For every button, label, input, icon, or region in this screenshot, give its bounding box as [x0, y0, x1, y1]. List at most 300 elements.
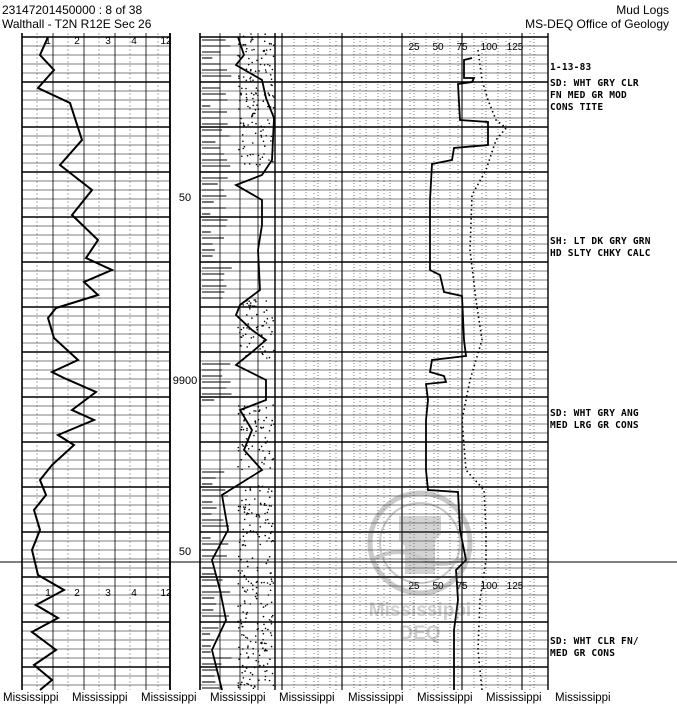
stipple-dot	[237, 466, 239, 468]
stipple-dot	[252, 142, 254, 144]
stipple-dot	[258, 70, 260, 72]
stipple-dot	[266, 300, 268, 302]
scale-tick-label: 12	[160, 588, 172, 599]
stipple-dot	[244, 600, 246, 602]
lithology-note-line: SD: WHT GRY ANG	[550, 408, 639, 419]
stipple-dot	[264, 126, 266, 128]
stipple-dot	[254, 686, 256, 688]
document-id: 23147201450000 : 8 of 38	[2, 3, 143, 17]
stipple-dot	[257, 99, 259, 101]
stipple-dot	[243, 506, 245, 508]
stipple-dot	[250, 302, 252, 304]
stipple-dot	[252, 674, 254, 676]
footer-label: Mississippi	[72, 692, 128, 704]
lithology-note-line: SD: WHT GRY CLR	[550, 78, 639, 89]
stipple-dot	[255, 92, 257, 94]
stipple-dot	[264, 459, 266, 461]
stipple-dot	[255, 420, 257, 422]
stipple-dot	[268, 594, 270, 596]
stipple-dot	[242, 148, 244, 150]
stipple-dot	[257, 650, 259, 652]
stipple-dot	[269, 680, 271, 682]
stipple-dot	[240, 118, 242, 120]
stipple-dot	[238, 149, 240, 151]
stipple-dot	[260, 135, 262, 137]
stipple-dot	[246, 683, 248, 685]
stipple-dot	[238, 658, 240, 660]
stipple-dot	[247, 645, 249, 647]
stipple-dot	[244, 509, 246, 511]
stipple-dot	[251, 317, 253, 319]
stipple-dot	[259, 164, 261, 166]
stipple-dot	[260, 503, 262, 505]
stipple-dot	[255, 635, 257, 637]
stipple-dot	[242, 304, 244, 306]
stipple-dot	[258, 406, 260, 408]
stipple-dot	[246, 438, 248, 440]
stipple-dot	[240, 605, 242, 607]
stipple-dot	[259, 516, 261, 518]
stipple-dot	[246, 346, 248, 348]
stipple-dot	[251, 37, 253, 39]
stipple-dot	[239, 542, 241, 544]
stipple-dot	[267, 92, 269, 94]
stipple-dot	[249, 413, 251, 415]
stipple-dot	[273, 540, 275, 542]
stipple-dot	[265, 437, 267, 439]
stipple-dot	[267, 582, 269, 584]
stipple-dot	[263, 427, 265, 429]
stipple-dot	[263, 463, 265, 465]
scale-tick-label: 125	[506, 581, 524, 592]
stipple-dot	[248, 58, 250, 60]
stipple-dot	[267, 441, 269, 443]
lithology-note-line: CONS TITE	[550, 102, 604, 113]
depth-label: 50	[178, 192, 192, 204]
stipple-dot	[241, 626, 243, 628]
scale-tick-label: 75	[456, 581, 468, 592]
stipple-dot	[266, 49, 268, 51]
stipple-dot	[264, 145, 266, 147]
stipple-dot	[256, 592, 258, 594]
stipple-dot	[247, 155, 249, 157]
stipple-dot	[268, 537, 270, 539]
stipple-dot	[245, 499, 247, 501]
stipple-dot	[265, 519, 267, 521]
stipple-dot	[250, 641, 252, 643]
stipple-dot	[264, 643, 266, 645]
stipple-dot	[272, 320, 274, 322]
stipple-dot	[265, 643, 267, 645]
stipple-dot	[252, 98, 254, 100]
stipple-dot	[262, 354, 264, 356]
stipple-dot	[258, 485, 260, 487]
stipple-dot	[271, 623, 273, 625]
stipple-dot	[273, 582, 275, 584]
stipple-dot	[260, 130, 262, 132]
stipple-dot	[259, 36, 261, 38]
stipple-dot	[263, 624, 265, 626]
stipple-dot	[246, 514, 248, 516]
stipple-dot	[264, 679, 266, 681]
stipple-dot	[259, 449, 261, 451]
stipple-dot	[238, 447, 240, 449]
stipple-dot	[246, 652, 248, 654]
stipple-dot	[240, 93, 242, 95]
stipple-dot	[266, 670, 268, 672]
log-type: Mud Logs	[616, 3, 669, 17]
stipple-dot	[255, 660, 257, 662]
stipple-dot	[256, 314, 258, 316]
stipple-dot	[247, 589, 249, 591]
stipple-dot	[242, 648, 244, 650]
stipple-dot	[262, 647, 264, 649]
stipple-dot	[270, 140, 272, 142]
stipple-dot	[264, 41, 266, 43]
stipple-dot	[258, 419, 260, 421]
depth-label: 50	[178, 546, 192, 558]
stipple-dot	[260, 544, 262, 546]
stipple-dot	[249, 524, 251, 526]
stipple-dot	[246, 327, 248, 329]
stipple-dot	[270, 572, 272, 574]
stipple-dot	[266, 309, 268, 311]
stipple-dot	[247, 566, 249, 568]
stipple-dot	[269, 497, 271, 499]
scale-tick-label: 3	[105, 588, 111, 599]
stipple-dot	[263, 153, 265, 155]
stipple-dot	[270, 425, 272, 427]
stipple-dot	[248, 513, 250, 515]
stipple-dot	[265, 69, 267, 71]
stipple-dot	[245, 507, 247, 509]
stipple-dot	[238, 570, 240, 572]
stipple-dot	[256, 516, 258, 518]
stipple-dot	[254, 667, 256, 669]
penetration-rate-curve	[32, 37, 112, 690]
stipple-dot	[244, 146, 246, 148]
stipple-dot	[271, 635, 273, 637]
stipple-dot	[239, 666, 241, 668]
stipple-dot	[255, 596, 257, 598]
stipple-dot	[271, 531, 273, 533]
stipple-dot	[242, 444, 244, 446]
stipple-dot	[239, 522, 241, 524]
stipple-dot	[269, 43, 271, 45]
stipple-dot	[241, 459, 243, 461]
stipple-dot	[244, 511, 246, 513]
scale-tick-label: 2	[74, 36, 80, 47]
stipple-dot	[259, 348, 261, 350]
stipple-dot	[239, 332, 241, 334]
stipple-dot	[252, 584, 254, 586]
stipple-dot	[256, 587, 258, 589]
stipple-dot	[246, 93, 248, 95]
stipple-dot	[250, 77, 252, 79]
stipple-dot	[267, 559, 269, 561]
stipple-dot	[238, 405, 240, 407]
stipple-dot	[251, 116, 253, 118]
stipple-dot	[270, 333, 272, 335]
stipple-dot	[248, 300, 250, 302]
stipple-dot	[250, 530, 252, 532]
stipple-dot	[265, 605, 267, 607]
stipple-dot	[273, 685, 275, 687]
stipple-dot	[240, 506, 242, 508]
stipple-dot	[270, 49, 272, 51]
scale-tick-label: 4	[131, 36, 137, 47]
stipple-dot	[248, 64, 250, 66]
stipple-dot	[258, 155, 260, 157]
stipple-dot	[241, 469, 243, 471]
stipple-dot	[271, 581, 273, 583]
stipple-dot	[255, 71, 257, 73]
stipple-dot	[252, 445, 254, 447]
stipple-dot	[241, 682, 243, 684]
stipple-dot	[270, 620, 272, 622]
footer-label: Mississippi	[279, 692, 335, 704]
stipple-dot	[255, 422, 257, 424]
stipple-dot	[249, 679, 251, 681]
stipple-dot	[242, 665, 244, 667]
stipple-dot	[250, 33, 252, 35]
stipple-dot	[267, 519, 269, 521]
stipple-dot	[253, 101, 255, 103]
stipple-dot	[264, 671, 266, 673]
stipple-dot	[271, 43, 273, 45]
stipple-dot	[251, 583, 253, 585]
stipple-dot	[273, 45, 275, 47]
stipple-dot	[245, 88, 247, 90]
stipple-dot	[253, 49, 255, 51]
stipple-dot	[262, 129, 264, 131]
stipple-dot	[244, 670, 246, 672]
stipple-dot	[252, 79, 254, 81]
stipple-dot	[272, 161, 274, 163]
stipple-dot	[271, 525, 273, 527]
scale-tick-label: 25	[408, 581, 420, 592]
stipple-dot	[266, 322, 268, 324]
stipple-dot	[267, 663, 269, 665]
stipple-dot	[267, 491, 269, 493]
footer-label: Mississippi	[141, 692, 197, 704]
stipple-dot	[262, 156, 264, 158]
stipple-dot	[242, 134, 244, 136]
stipple-dot	[268, 488, 270, 490]
stipple-dot	[241, 429, 243, 431]
stipple-dot	[249, 343, 251, 345]
stipple-dot	[243, 125, 245, 127]
stipple-dot	[259, 536, 261, 538]
stipple-dot	[261, 126, 263, 128]
stipple-dot	[264, 522, 266, 524]
stipple-dot	[257, 628, 259, 630]
stipple-dot	[237, 55, 239, 57]
stipple-dot	[267, 604, 269, 606]
stipple-dot	[247, 657, 249, 659]
stipple-dot	[259, 490, 261, 492]
scale-tick-label: 1	[45, 36, 51, 47]
stipple-dot	[252, 105, 254, 107]
stipple-dot	[244, 575, 246, 577]
stipple-dot	[247, 323, 249, 325]
stipple-dot	[251, 62, 253, 64]
stipple-dot	[271, 602, 273, 604]
stipple-dot	[239, 100, 241, 102]
scale-tick-label: 125	[506, 42, 524, 53]
footer-label: Mississippi	[486, 692, 542, 704]
stipple-dot	[240, 336, 242, 338]
stipple-dot	[240, 122, 242, 124]
stipple-dot	[249, 306, 251, 308]
stipple-dot	[248, 448, 250, 450]
stipple-dot	[245, 617, 247, 619]
stipple-dot	[257, 594, 259, 596]
stipple-dot	[241, 570, 243, 572]
stipple-dot	[245, 333, 247, 335]
stipple-dot	[264, 350, 266, 352]
stipple-dot	[244, 684, 246, 686]
stipple-dot	[257, 567, 259, 569]
stipple-dot	[269, 453, 271, 455]
stipple-dot	[253, 531, 255, 533]
stipple-dot	[246, 314, 248, 316]
stipple-dot	[269, 584, 271, 586]
stipple-dot	[269, 357, 271, 359]
stipple-dot	[244, 163, 246, 165]
footer-label: Mississippi	[210, 692, 266, 704]
stipple-dot	[271, 646, 273, 648]
stipple-dot	[267, 512, 269, 514]
stipple-dot	[263, 616, 265, 618]
lithology-note-line: MED LRG GR CONS	[550, 420, 639, 431]
stipple-dot	[243, 677, 245, 679]
stipple-dot	[245, 490, 247, 492]
stipple-dot	[270, 632, 272, 634]
stipple-dot	[246, 667, 248, 669]
stipple-dot	[254, 113, 256, 115]
stipple-dot	[247, 124, 249, 126]
stipple-dot	[238, 86, 240, 88]
stipple-dot	[255, 109, 257, 111]
stipple-dot	[269, 451, 271, 453]
scale-tick-label: 50	[432, 42, 444, 53]
stipple-dot	[249, 488, 251, 490]
stipple-dot	[263, 141, 265, 143]
stipple-dot	[257, 623, 259, 625]
stipple-dot	[255, 430, 257, 432]
stipple-dot	[254, 498, 256, 500]
stipple-dot	[239, 539, 241, 541]
stipple-dot	[243, 634, 245, 636]
well-location: Walthall - T2N R12E Sec 26	[2, 17, 152, 31]
stipple-dot	[255, 532, 257, 534]
stipple-dot	[260, 526, 262, 528]
stipple-dot	[267, 64, 269, 66]
stipple-dot	[261, 462, 263, 464]
stipple-dot	[268, 523, 270, 525]
lithology-note	[550, 636, 639, 660]
stipple-dot	[246, 578, 248, 580]
footer-label: Mississippi	[348, 692, 404, 704]
stipple-dot	[238, 583, 240, 585]
stipple-dot	[267, 119, 269, 121]
stipple-dot	[245, 51, 247, 53]
stipple-dot	[238, 687, 240, 689]
stipple-dot	[264, 33, 266, 35]
stipple-dot	[273, 56, 275, 58]
stipple-dot	[238, 556, 240, 558]
stipple-dot	[242, 141, 244, 143]
stipple-dot	[238, 682, 240, 684]
stipple-dot	[265, 71, 267, 73]
stipple-dot	[263, 420, 265, 422]
stipple-dot	[250, 672, 252, 674]
stipple-dot	[246, 101, 248, 103]
stipple-dot	[265, 676, 267, 678]
stipple-dot	[248, 509, 250, 511]
stipple-dot	[259, 665, 261, 667]
stipple-dot	[250, 70, 252, 72]
stipple-dot	[263, 582, 265, 584]
stipple-dot	[257, 326, 259, 328]
stipple-dot	[263, 665, 265, 667]
stipple-dot	[243, 535, 245, 537]
stipple-dot	[241, 156, 243, 158]
stipple-dot	[251, 512, 253, 514]
stipple-dot	[252, 39, 254, 41]
stipple-dot	[269, 467, 271, 469]
stipple-dot	[270, 84, 272, 86]
stipple-dot	[242, 335, 244, 337]
stipple-dot	[246, 428, 248, 430]
stipple-dot	[247, 637, 249, 639]
stipple-dot	[253, 688, 255, 690]
stipple-dot	[270, 532, 272, 534]
stipple-dot	[250, 80, 252, 82]
stipple-dot	[270, 505, 272, 507]
stipple-dot	[258, 679, 260, 681]
stipple-dot	[245, 504, 247, 506]
stipple-dot	[241, 426, 243, 428]
stipple-dot	[243, 544, 245, 546]
scale-tick-label: 75	[456, 42, 468, 53]
stipple-dot	[264, 321, 266, 323]
stipple-dot	[258, 441, 260, 443]
stipple-dot	[269, 430, 271, 432]
stipple-dot	[246, 97, 248, 99]
stipple-dot	[268, 327, 270, 329]
scale-tick-label: 50	[432, 581, 444, 592]
stipple-dot	[261, 446, 263, 448]
stipple-dot	[263, 50, 265, 52]
stipple-dot	[252, 305, 254, 307]
stipple-dot	[264, 513, 266, 515]
stipple-dot	[243, 123, 245, 125]
stipple-dot	[256, 60, 258, 62]
stipple-dot	[272, 459, 274, 461]
watermark-text-1: Mississippi	[368, 600, 472, 621]
stipple-dot	[238, 450, 240, 452]
stipple-dot	[261, 642, 263, 644]
stipple-dot	[251, 92, 253, 94]
stipple-dot	[263, 311, 265, 313]
stipple-dot	[244, 405, 246, 407]
stipple-dot	[240, 684, 242, 686]
stipple-dot	[252, 557, 254, 559]
stipple-dot	[237, 685, 239, 687]
stipple-dot	[246, 80, 248, 82]
